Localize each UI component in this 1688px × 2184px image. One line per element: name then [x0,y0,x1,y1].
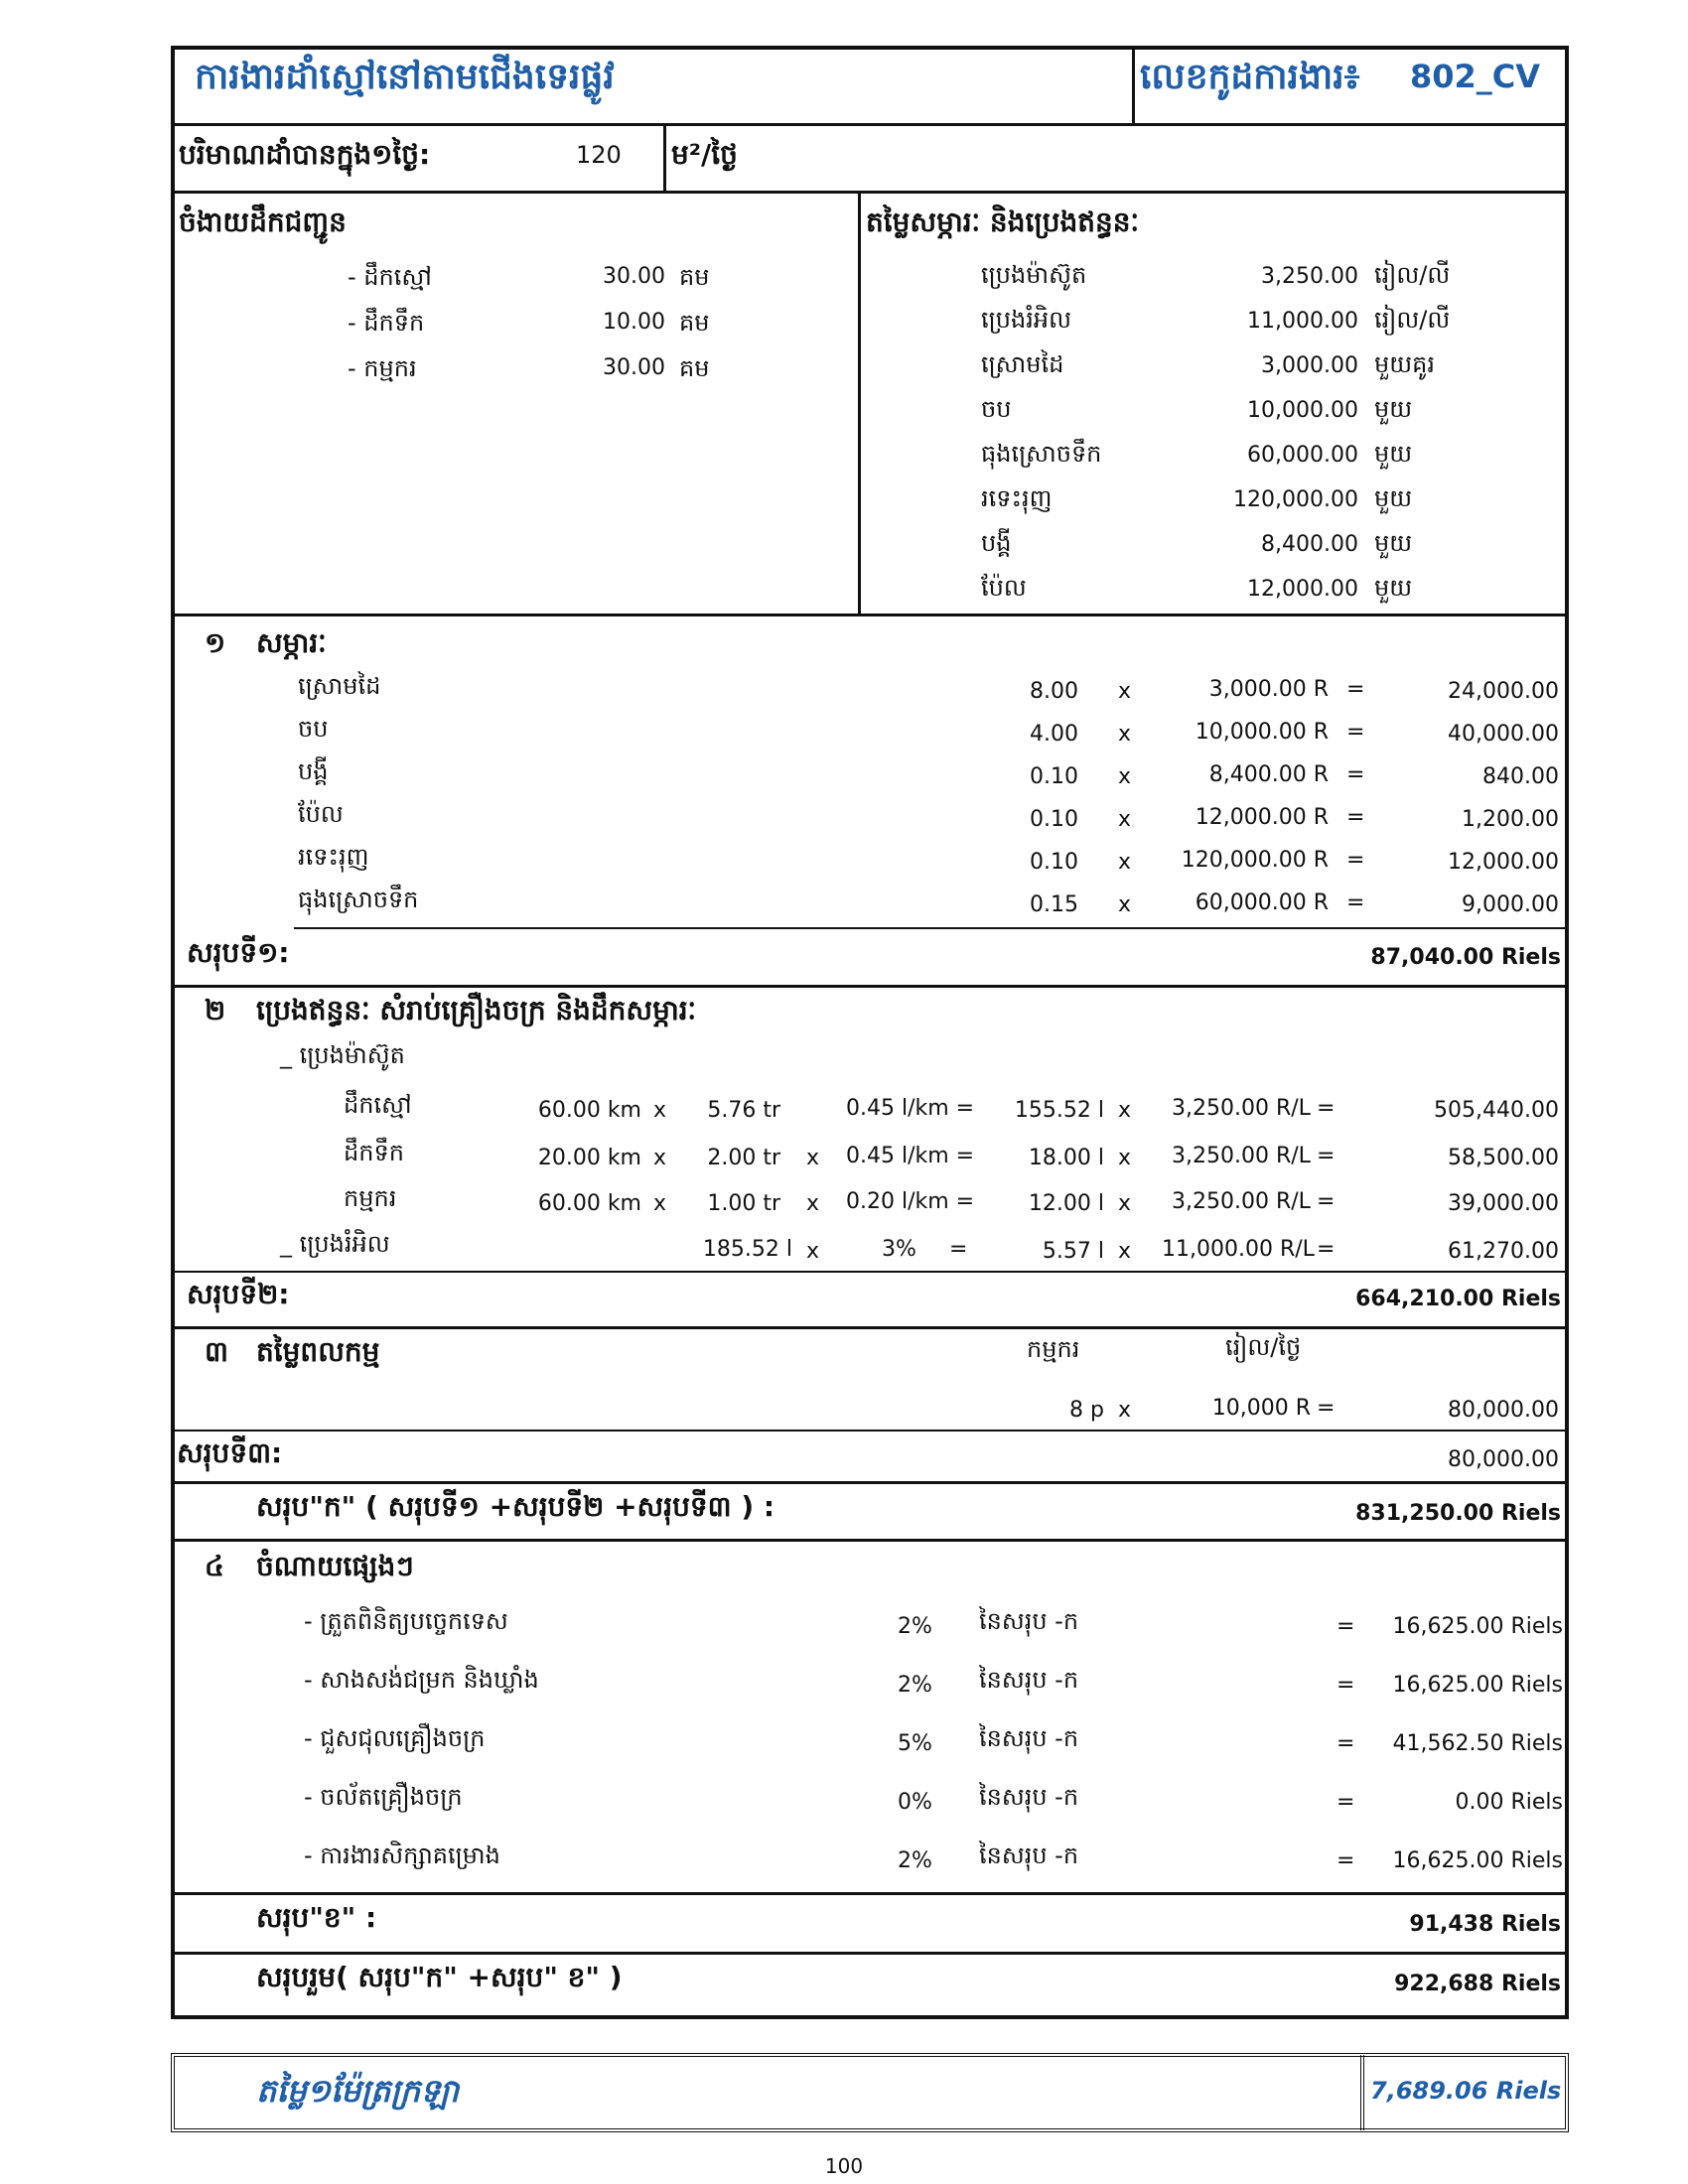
rule [663,123,666,191]
times-sign: x [1118,1191,1132,1216]
cost-label: - ជួសជុលគ្រឿងចក្រ [304,1724,486,1752]
rule [858,191,861,614]
price-unit: រៀល/លី [1374,306,1451,334]
section4-title: ចំណាយផ្សេងៗ [256,1550,414,1582]
equals-sign: = [1346,805,1365,830]
fuel-rate: 0.45 l/km = [846,1144,975,1168]
price-unit: មួយគូរ [1374,350,1435,378]
material-qty: 4.00 [1030,722,1078,747]
material-label: ធុងស្រោចទឹក [298,886,419,913]
diesel-heading: _ ប្រេងម៉ាស៊ូត [280,1041,405,1069]
cost-total: 16,625.00 Riels [1392,1848,1563,1873]
fuel-trips: 1.00 tr [707,1191,780,1216]
subtotal3-value: 80,000.00 [1448,1447,1559,1472]
material-total: 12,000.00 [1448,850,1559,875]
times-sign: x [1118,679,1132,704]
rule [173,985,1567,988]
equals-sign: = [1317,1096,1336,1121]
total-a-label: សរុប"ក" ( សរុបទី១ +សរុបទី២ +សរុបទី៣ ) : [256,1490,775,1523]
cost-label: - ត្រួតពិនិត្យបច្ចេកទេស [304,1607,508,1635]
unit-price-label: តម្លៃ១ម៉ែត្រក្រឡា [256,2072,460,2110]
fuel-price: 3,250.00 R/L [1172,1189,1311,1214]
cost-basis: នៃសរុប -ក [979,1666,1079,1694]
labor-rate-heading: រៀល/ថ្ងៃ [1225,1333,1302,1361]
equals-sign: = [1336,1614,1355,1639]
lube-percent: 3% [882,1237,916,1262]
fuel-total: 505,440.00 [1434,1098,1559,1123]
material-qty: 0.10 [1030,850,1078,875]
price-value: 3,250.00 [1261,264,1358,289]
fuel-row-label: កម្មករ [344,1184,397,1212]
lube-label: _ ប្រេងរំអិល [280,1230,390,1258]
times-sign: x [806,1191,820,1216]
cost-label: - ចល័តគ្រឿងចក្រ [304,1783,463,1811]
cost-basis: នៃសរុប -ក [979,1783,1079,1811]
prices-heading: តម្លៃសម្ភារៈ និងប្រេងឥន្ធនៈ [866,205,1140,238]
times-sign: x [653,1146,667,1170]
equals-sign: = [1346,677,1365,702]
rule [173,1892,1567,1895]
equals-sign: = [1336,1790,1355,1815]
price-value: 120,000.00 [1233,487,1358,512]
equals-sign: = [1336,1731,1355,1756]
productivity-unit: ម²/ថ្ងៃ [671,138,738,171]
grand-total-label: សរុបរួម( សរុប"ក" +សរុប" ខ" ) [256,1961,623,1993]
section3-number: ៣ [205,1335,228,1368]
total-b-value: 91,438 Riels [1409,1912,1561,1937]
subtotal2-value: 664,210.00 Riels [1355,1287,1561,1311]
subtotal1-value: 87,040.00 Riels [1370,945,1561,970]
price-unit: មួយ [1374,395,1413,423]
distance-unit: គម [679,263,710,291]
rule [173,1539,1567,1542]
price-label: ប្រេងម៉ាស៊ូត [981,261,1087,289]
material-total: 9,000.00 [1462,892,1559,917]
cost-total: 41,562.50 Riels [1392,1731,1563,1756]
price-value: 60,000.00 [1247,443,1358,468]
material-label: រទេះរុញ [298,843,369,871]
material-label: ស្រោមដៃ [298,672,381,700]
times-sign: x [1118,1098,1132,1123]
material-qty: 8.00 [1030,679,1078,704]
times-sign: x [806,1146,820,1170]
fuel-row-label: ដឹកស្មៅ [344,1091,412,1119]
price-label: បង្គី [981,529,1012,557]
times-sign: x [1118,1239,1132,1264]
times-sign: x [806,1239,820,1264]
material-price: 60,000.00 R [1195,890,1329,915]
equals-sign: = [949,1237,968,1262]
material-qty: 0.10 [1030,807,1078,832]
material-price: 8,400.00 R [1208,762,1329,787]
price-value: 3,000.00 [1261,353,1358,378]
equals-sign: = [1317,1396,1336,1421]
material-price: 120,000.00 R [1181,848,1329,873]
cost-label: - សាងសង់ជម្រក និងឃ្លាំង [304,1666,539,1694]
labor-rate: 10,000 R [1211,1396,1311,1421]
section2-title: ប្រេងឥន្ធនៈ សំរាប់គ្រឿងចក្រ និងដឹកសម្ភារៈ [256,994,697,1026]
subtotal1-label: សរុបទី១: [187,936,290,969]
subtotal3-label: សរុបទី៣: [177,1436,283,1469]
labor-workers-heading: កម្មករ [1027,1335,1080,1363]
rule [294,927,1567,929]
price-unit: មួយ [1374,529,1413,557]
work-code: 802_CV [1410,58,1541,95]
price-unit: មួយ [1374,574,1413,602]
equals-sign: = [1346,720,1365,745]
fuel-distance: 20.00 km [537,1146,641,1170]
price-label: រទេះរុញ [981,484,1053,512]
cost-percent: 2% [898,1673,932,1698]
section3-title: តម្លៃពលកម្ម [256,1335,380,1368]
header-divider [1132,48,1135,123]
lube-liters: 185.52 l [702,1237,792,1262]
price-unit: មួយ [1374,440,1413,468]
cost-percent: 5% [898,1731,932,1756]
equals-sign: = [1346,848,1365,873]
cost-basis: នៃសរុប -ក [979,1607,1079,1635]
fuel-price: 3,250.00 R/L [1172,1096,1311,1121]
productivity-label: បរិមាណដាំបានក្នុង១ថ្ងៃ: [179,138,431,171]
fuel-rate: 0.45 l/km = [846,1096,975,1121]
times-sign: x [1118,892,1132,917]
times-sign: x [1118,850,1132,875]
cost-total: 16,625.00 Riels [1392,1614,1563,1639]
material-total: 840.00 [1482,764,1559,789]
equals-sign: = [1346,762,1365,787]
cost-percent: 0% [898,1790,932,1815]
cost-percent: 2% [898,1848,932,1873]
work-code-label: លេខកូដការងារ៖ [1140,57,1360,97]
fuel-trips: 5.76 tr [707,1098,780,1123]
price-unit: មួយ [1374,484,1413,512]
rule [173,1326,1567,1329]
price-label: ប្រេងរំអិល [981,306,1071,334]
equals-sign: = [1317,1237,1336,1262]
cost-percent: 2% [898,1614,932,1639]
material-qty: 0.10 [1030,764,1078,789]
section1-title: សម្ភារៈ [256,626,327,659]
distance-label: - ដឹកទឹក [348,309,425,337]
price-label: ស្រោមដៃ [981,350,1064,378]
price-label: ប៉ែល [981,574,1027,602]
fuel-trips: 2.00 tr [707,1146,780,1170]
cost-label: - ការងារសិក្សាគម្រោង [304,1842,500,1869]
labor-workers: 8 p [1069,1398,1104,1423]
price-value: 8,400.00 [1261,532,1358,557]
equals-sign: = [1317,1189,1336,1214]
distance-unit: គម [679,354,710,382]
material-label: ចប [298,715,329,743]
labor-total: 80,000.00 [1448,1398,1559,1423]
times-sign: x [1118,1146,1132,1170]
times-sign: x [653,1098,667,1123]
total-a-value: 831,250.00 Riels [1355,1501,1561,1526]
equals-sign: = [1336,1673,1355,1698]
fuel-liters: 12.00 l [1028,1191,1104,1216]
rule [173,123,1567,126]
productivity-value: 120 [576,141,622,169]
material-label: ប៉ែល [298,800,344,828]
material-label: បង្គី [298,757,329,785]
distance-heading: ចំងាយដឹកជញ្ជូន [179,205,347,238]
unit-price-value: 7,689.06 Riels [1370,2077,1562,2105]
fuel-distance: 60.00 km [537,1191,641,1216]
times-sign: x [653,1191,667,1216]
section2-number: ២ [205,994,226,1026]
times-sign: x [1118,1398,1132,1423]
fuel-total: 58,500.00 [1448,1146,1559,1170]
material-total: 40,000.00 [1448,722,1559,747]
fuel-liters: 155.52 l [1014,1098,1104,1123]
fuel-rate: 0.20 l/km = [846,1189,975,1214]
distance-value: 30.00 [603,264,665,289]
distance-label: - ដឹកស្មៅ [348,263,432,291]
material-price: 3,000.00 R [1208,677,1329,702]
distance-value: 10.00 [603,310,665,335]
price-value: 10,000.00 [1247,398,1358,423]
cost-total: 0.00 Riels [1455,1790,1563,1815]
cost-basis: នៃសរុប -ក [979,1842,1079,1869]
rule [173,1430,1567,1432]
rule [173,1481,1567,1484]
fuel-total: 39,000.00 [1448,1191,1559,1216]
distance-value: 30.00 [603,355,665,380]
lube-result: 5.57 l [1042,1239,1104,1264]
distance-label: - កម្មករ [348,354,417,382]
rule [173,1952,1567,1955]
section1-number: ១ [205,626,226,659]
page-title: ការងារដាំស្មៅនៅតាមជើងទេរផ្លូវ [195,57,615,97]
lube-price: 11,000.00 R/L [1162,1237,1315,1262]
rule [173,1271,1567,1273]
material-price: 10,000.00 R [1195,720,1329,745]
total-b-label: សរុប"ខ" : [256,1901,377,1934]
material-qty: 0.15 [1030,892,1078,917]
cost-total: 16,625.00 Riels [1392,1673,1563,1698]
times-sign: x [1118,722,1132,747]
equals-sign: = [1336,1848,1355,1873]
price-label: ចប [981,395,1012,423]
price-label: ធុងស្រោចទឹក [981,440,1102,468]
price-value: 12,000.00 [1247,577,1358,602]
material-total: 24,000.00 [1448,679,1559,704]
fuel-price: 3,250.00 R/L [1172,1144,1311,1168]
material-total: 1,200.00 [1462,807,1559,832]
rule [173,191,1567,194]
subtotal2-label: សរុបទី២: [187,1278,290,1310]
fuel-distance: 60.00 km [537,1098,641,1123]
equals-sign: = [1346,890,1365,915]
fuel-row-label: ដឹកទឹក [344,1139,404,1166]
grand-total-value: 922,688 Riels [1394,1972,1561,1996]
distance-unit: គម [679,309,710,337]
price-unit: រៀល/លី [1374,261,1451,289]
equals-sign: = [1317,1144,1336,1168]
times-sign: x [1118,807,1132,832]
fuel-liters: 18.00 l [1028,1146,1104,1170]
section4-number: ៤ [205,1550,224,1582]
rule [1360,2055,1364,2130]
material-price: 12,000.00 R [1195,805,1329,830]
page-number: 100 [824,2154,864,2178]
rule [173,614,1567,616]
cost-basis: នៃសរុប -ក [979,1724,1079,1752]
times-sign: x [1118,764,1132,789]
price-value: 11,000.00 [1247,309,1358,334]
lube-total: 61,270.00 [1448,1239,1559,1264]
